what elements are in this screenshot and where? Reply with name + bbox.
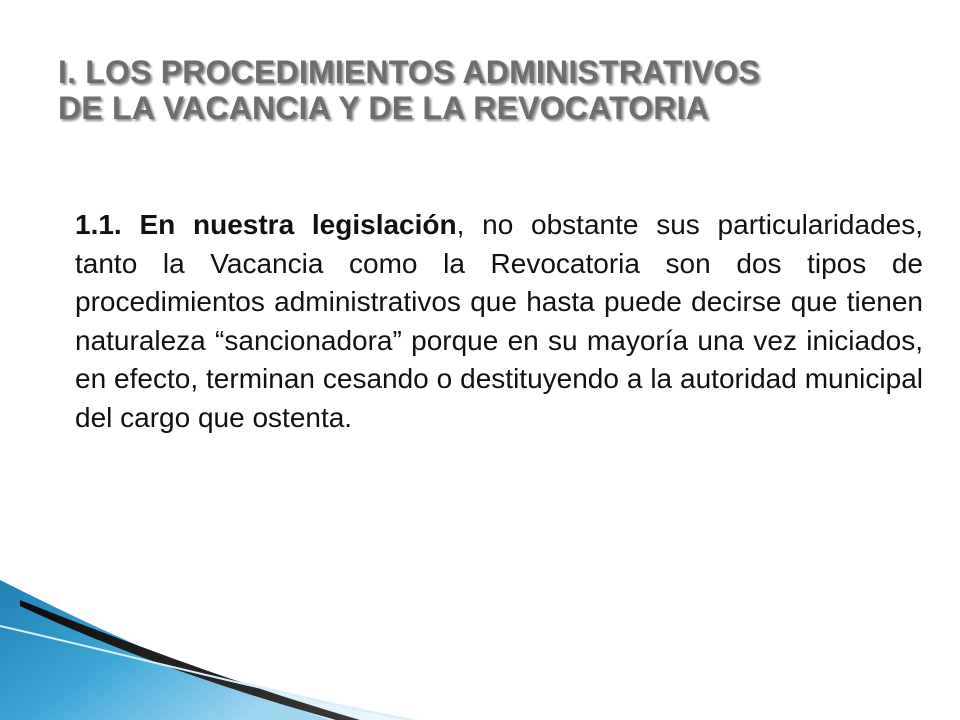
slide-title-line-2: DE LA VACANCIA Y DE LA REVOCATORIA (58, 90, 710, 126)
decorative-swoosh (0, 580, 420, 720)
slide-title-line-1: I. LOS PROCEDIMIENTOS ADMINISTRATIVOS (58, 54, 760, 90)
paragraph-lead: 1.1. En nuestra legislación (75, 209, 457, 240)
slide-title (58, 54, 918, 126)
body-paragraph (75, 206, 923, 437)
paragraph-rest: , no obstante sus particularidades, tanto la Vacancia como la Revocatoria son dos tipos de procedimientos administrativos que hasta puede decirse que tienen naturaleza “sancionadora” porque en su mayoría una vez iniciados, en efecto, terminan cesando o destituyendo a la autoridad municipal del cargo que ostenta. (75, 209, 923, 433)
